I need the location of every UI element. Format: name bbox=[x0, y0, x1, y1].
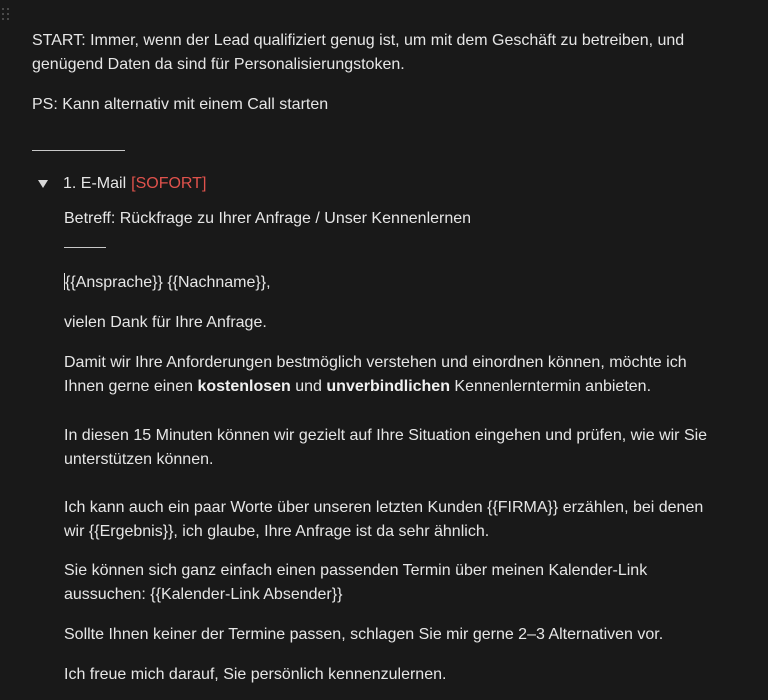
email-para6: Ich freue mich darauf, Sie persönlich kennenzulernen. bbox=[64, 666, 447, 683]
email-para1-line1: Damit wir Ihre Anforderungen bestmöglich verstehen und einordnen können, möchte ich bbox=[64, 354, 687, 371]
toggle-title: 1. E-Mail bbox=[63, 175, 127, 192]
para1-text-e: Kennenlerntermin anbieten. bbox=[449, 378, 652, 395]
triangle-down-icon[interactable] bbox=[38, 180, 48, 188]
email-para2-line1: In diesen 15 Minuten können wir gezielt auf Ihre Situation eingehen und prüfen, wie wir Sie bbox=[64, 427, 708, 444]
email-para4-line2: aussuchen: {{Kalender-Link Absender}} bbox=[64, 586, 343, 603]
bold-unverbindlichen: unverbindlichen bbox=[326, 378, 450, 395]
toggle-tag-sofort: [SOFORT] bbox=[131, 175, 207, 192]
email-subject: Betreff: Rückfrage zu Ihrer Anfrage / Unser Kennenlernen bbox=[64, 210, 472, 227]
bold-kostenlosen: kostenlosen bbox=[197, 378, 291, 395]
ps-text: PS: Kann alternativ mit einem Call starten bbox=[32, 96, 329, 113]
para1-text-c: und bbox=[290, 378, 327, 395]
block-drag-handle-icon[interactable] bbox=[2, 8, 10, 24]
toggle-email-1[interactable] bbox=[36, 172, 206, 196]
email-thanks: vielen Dank für Ihre Anfrage. bbox=[64, 314, 267, 331]
email-greeting[interactable] bbox=[64, 271, 271, 295]
email-para5: Sollte Ihnen keiner der Termine passen, schlagen Sie mir gerne 2–3 Alternativen vor. bbox=[64, 626, 664, 643]
subject-divider bbox=[64, 247, 106, 248]
greeting-text: {{Ansprache}} {{Nachname}}, bbox=[65, 274, 271, 291]
start-text-line-2: genügend Daten da sind für Personalisierungstoken. bbox=[32, 56, 405, 73]
email-para2-line2: unterstützen können. bbox=[64, 451, 214, 468]
email-para4-line1: Sie können sich ganz einfach einen passenden Termin über meinen Kalender-Link bbox=[64, 562, 648, 579]
start-text-line-1: START: Immer, wenn der Lead qualifiziert genug ist, um mit dem Geschäft zu betreiben, und bbox=[32, 32, 685, 49]
email-para3-line2: wir {{Ergebnis}}, ich glaube, Ihre Anfrage ist da sehr ähnlich. bbox=[64, 523, 490, 540]
email-para1-line2 bbox=[64, 375, 651, 399]
divider bbox=[32, 150, 125, 151]
para1-text-a: Ihnen gerne einen bbox=[64, 378, 198, 395]
email-para3-line1: Ich kann auch ein paar Worte über unseren letzten Kunden {{FIRMA}} erzählen, bei denen bbox=[64, 499, 704, 516]
